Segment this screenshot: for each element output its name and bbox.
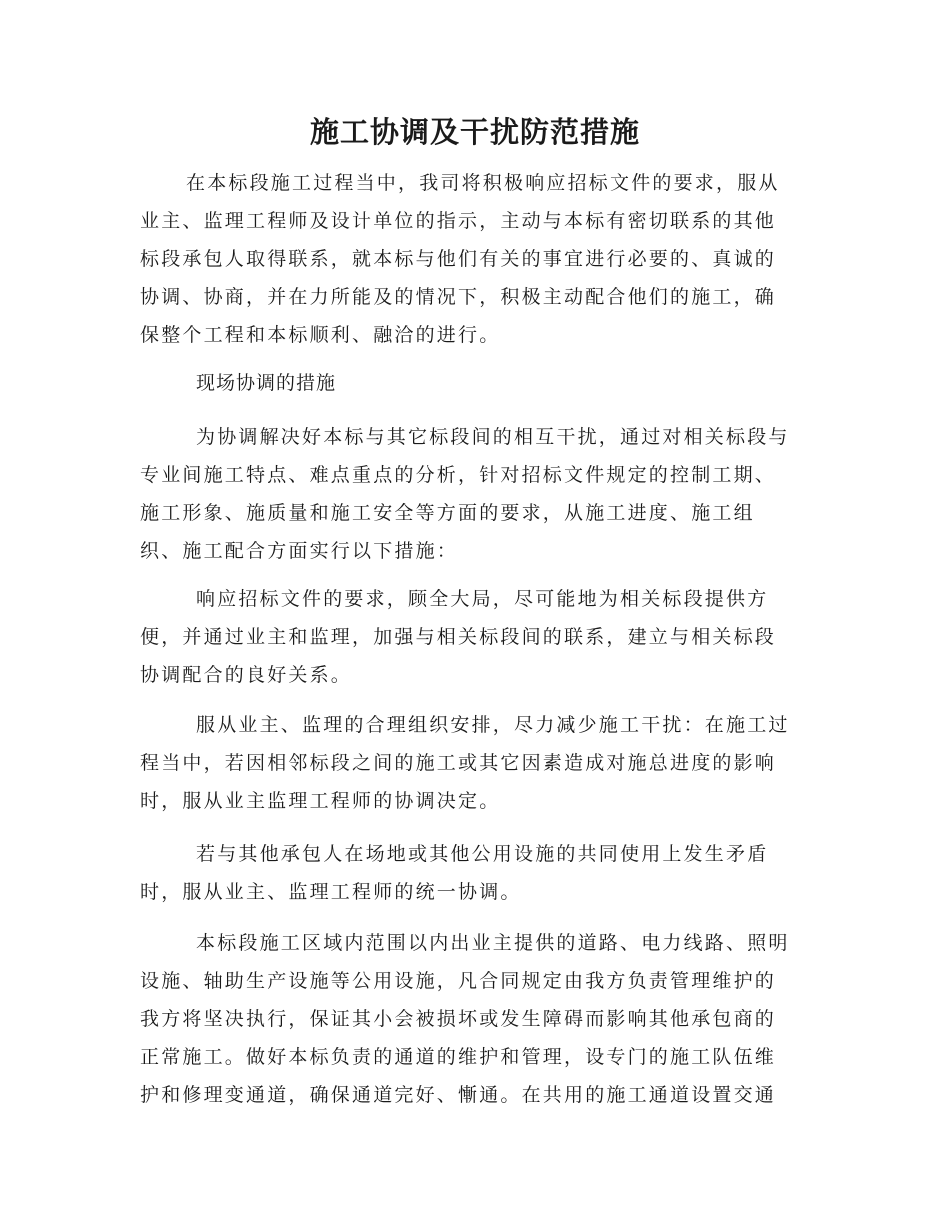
paragraph-line: 本标段施工区域内范围以内出业主提供的道路、电力线路、照明 xyxy=(196,932,790,954)
paragraph-line: 时，服从业主、监理工程师的统一协调。 xyxy=(140,881,522,903)
paragraph-line: 织、施工配合方面实行以下措施： xyxy=(140,540,459,562)
paragraph-line: 协调、协商，并在力所能及的情况下，积极主动配合他们的施工，确 xyxy=(140,286,777,308)
section-heading xyxy=(140,364,820,402)
paragraph-line: 标段承包人取得联系，就本标与他们有关的事宜进行必要的、真诚的 xyxy=(140,248,777,270)
paragraph-line: 业主、监理工程师及设计单位的指示，主动与本标有密切联系的其他 xyxy=(140,210,777,232)
paragraph-line: 便，并通过业主和监理，加强与相关标段间的联系，建立与相关标段 xyxy=(140,626,777,648)
paragraph-line: 时，服从业主监理工程师的协调决定。 xyxy=(140,790,501,812)
paragraph-line: 正常施工。做好本标负责的通道的维护和管理，设专门的施工队伍维 xyxy=(140,1046,777,1068)
paragraph-line: 设施、轴助生产设施等公用设施，凡合同规定由我方负责管理维护的 xyxy=(140,970,777,992)
paragraph-public-facilities xyxy=(140,924,820,1114)
paragraph-line: 为协调解决好本标与其它标段间的相互干扰，通过对相关标段与 xyxy=(196,426,790,448)
paragraph-line: 保整个工程和本标顺利、融洽的进行。 xyxy=(140,324,501,346)
document-title: 施工协调及干扰防范措施 xyxy=(309,115,640,149)
paragraph-measures-intro xyxy=(140,418,820,570)
paragraph-shared-facilities xyxy=(140,835,820,911)
paragraph-line: 施工形象、施质量和施工安全等方面的要求，从施工进度、施工组 xyxy=(140,502,755,524)
paragraph-line: 程当中，若因相邻标段之间的施工或其它因素造成对施总进度的影响 xyxy=(140,752,777,774)
paragraph-intro xyxy=(140,164,820,354)
paragraph-line: 响应招标文件的要求，顾全大局，尽可能地为相关标段提供方 xyxy=(196,588,769,610)
paragraph-tender-response xyxy=(140,580,820,694)
paragraph-obey-arrangement xyxy=(140,706,820,820)
paragraph-line: 协调配合的良好关系。 xyxy=(140,664,353,686)
paragraph-line: 在本标段施工过程当中，我司将积极响应招标文件的要求，服从 xyxy=(186,172,780,194)
paragraph-line: 护和修理变通道，确保通道完好、慚通。在共用的施工通道设置交通 xyxy=(140,1084,777,1106)
paragraph-line: 服从业主、监理的合理组织安排，尽力减少施工干扰：在施工过 xyxy=(196,714,790,736)
paragraph-line: 专业间施工特点、难点重点的分析，针对招标文件规定的控制工期、 xyxy=(140,464,777,486)
section-heading-text: 现场协调的措施 xyxy=(196,372,337,394)
paragraph-line: 我方将坚决执行，保证其小会被损坏或发生障碍而影响其他承包商的 xyxy=(140,1008,777,1030)
paragraph-line: 若与其他承包人在场地或其他公用设施的共同使用上发生矛盾 xyxy=(196,843,769,865)
